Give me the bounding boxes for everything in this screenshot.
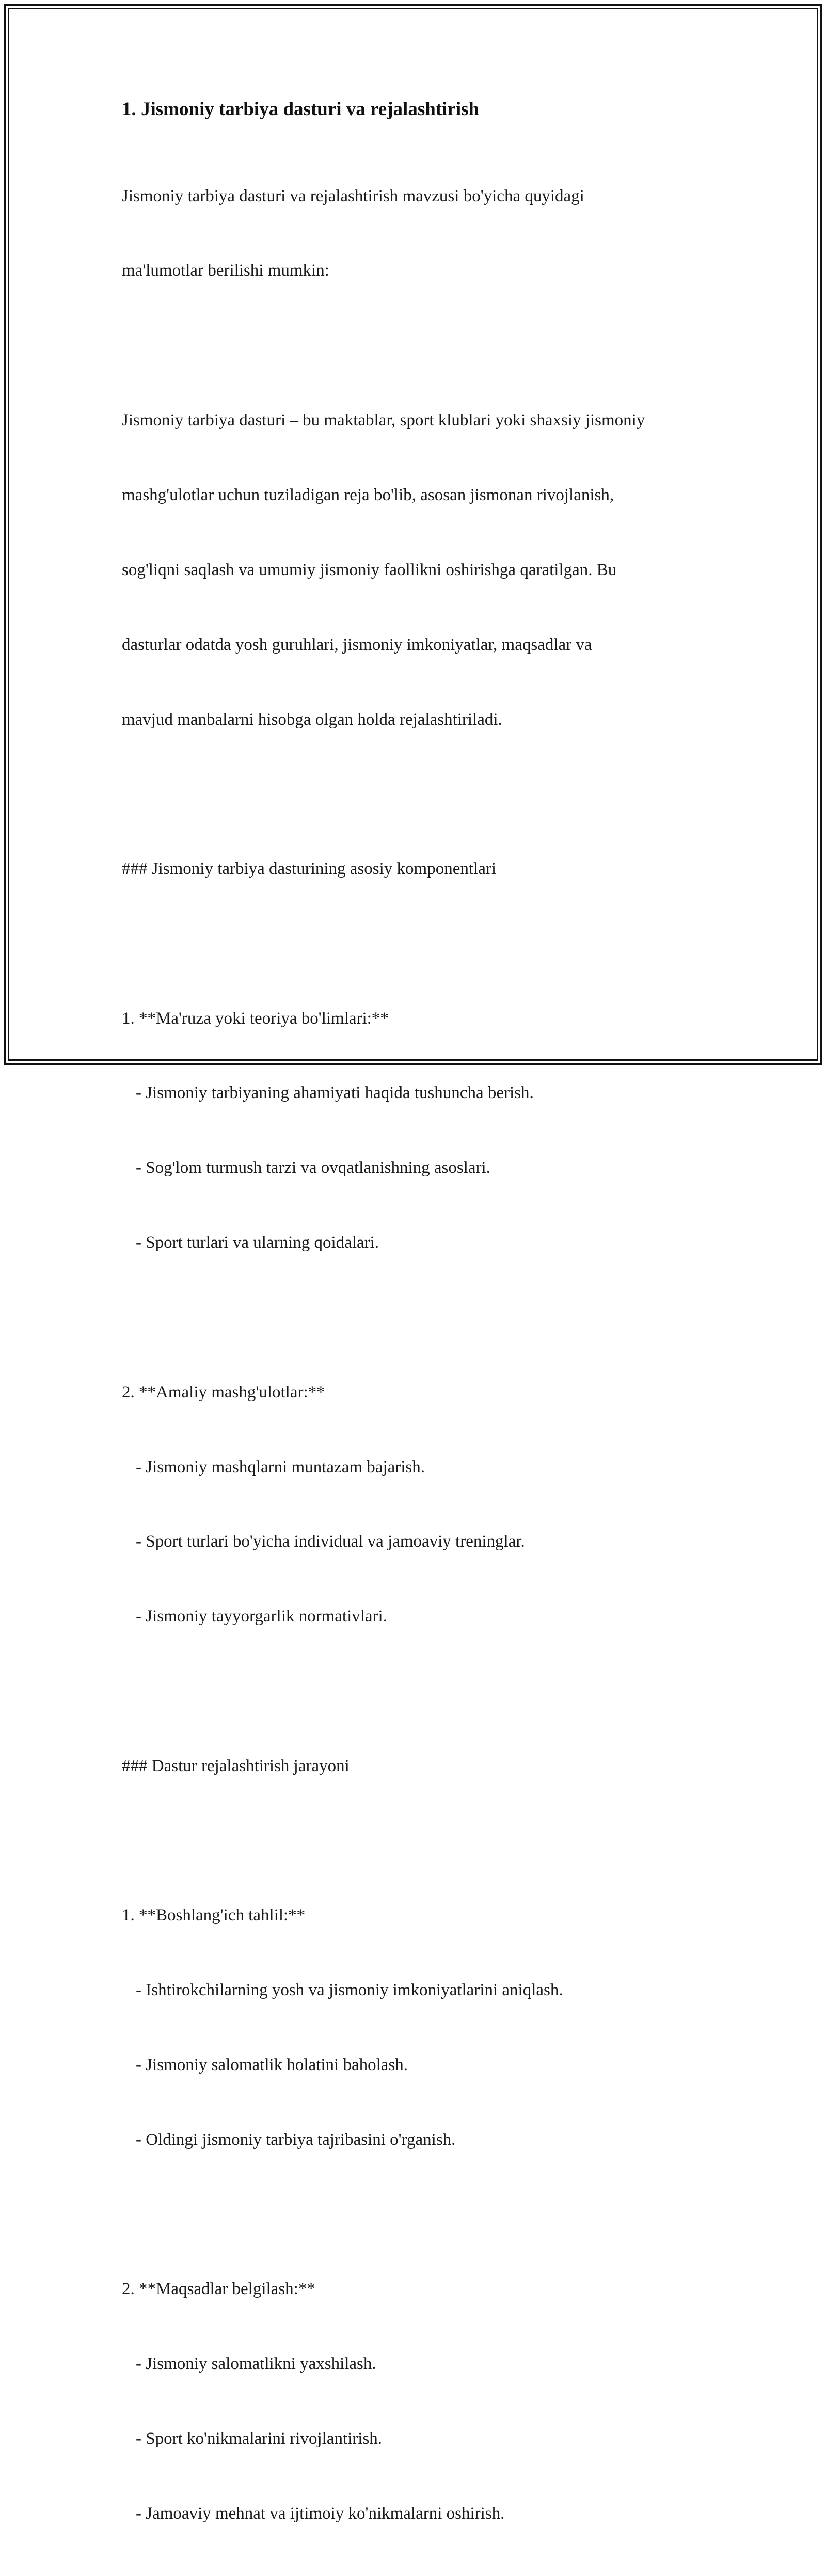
bullet-item: - Jismoniy tarbiyaning ahamiyati haqida tushuncha berish. [136, 1084, 534, 1103]
bullet-item: - Jismoniy salomatlik holatini baholash. [136, 2056, 408, 2075]
list-item [122, 1330, 716, 1679]
intro-line: Jismoniy tarbiya dasturi va rejalashtirish mavzusi bo'yicha quyidagi [122, 186, 584, 205]
spacer [122, 1828, 716, 1853]
definition-line: mashg'ulotlar uchun tuziladigan reja bo'lib, asosan jismonan rivojlanish, [122, 485, 614, 504]
definition-line: dasturlar odatda yosh guruhlari, jismoniy imkoniyatlar, maqsadlar va [122, 635, 592, 654]
section-components [122, 806, 716, 931]
list-item-title: 2. **Maqsadlar belgilash:** [122, 2280, 315, 2299]
bullet-item: - Oldingi jismoniy tarbiya tajribasini o'rganish. [136, 2130, 456, 2149]
list-item-title: 2. **Amaliy mashg'ulotlar:** [122, 1382, 325, 1402]
bullet-item: - Jismoniy mashqlarni muntazam bajarish. [136, 1457, 425, 1476]
document-body [122, 97, 716, 2576]
bullet-item: - Sog'lom turmush tarzi va ovqatlanishning asoslari. [136, 1158, 490, 1178]
definition-line: mavjud manbalarni hisobga olgan holda rejalashtiriladi. [122, 710, 502, 729]
bullet-item: - Sport turlari bo'yicha individual va jamoaviy treninglar. [136, 1532, 525, 1551]
spacer [122, 333, 716, 358]
list-item [122, 956, 716, 1305]
definition-line: Jismoniy tarbiya dasturi – bu maktablar, sport klublari yoki shaxsiy jismoniy [122, 410, 645, 430]
list-item-title: 1. **Boshlang'ich tahlil:** [122, 1906, 306, 1925]
list-item-title: 1. **Ma'ruza yoki teoriya bo'limlari:** [122, 1009, 389, 1028]
bullet-item: - Jamoaviy mehnat va ijtimoiy ko'nikmalarni oshirish. [136, 2504, 505, 2523]
spacer [122, 1679, 716, 1704]
intro-paragraph [122, 134, 716, 333]
spacer [122, 931, 716, 956]
spacer [122, 1305, 716, 1330]
definition-line: sog'liqni saqlash va umumiy jismoniy faollikni oshirishga qaratilgan. Bu [122, 560, 617, 579]
bullet-item: - Sport turlari va ularning qoidalari. [136, 1233, 379, 1252]
intro-line: ma'lumotlar berilishi mumkin: [122, 261, 329, 280]
section-planning [122, 1704, 716, 1828]
spacer [122, 2202, 716, 2227]
section-heading: ### Jismoniy tarbiya dasturining asosiy komponentlari [122, 860, 497, 879]
spacer [122, 782, 716, 806]
section-heading: ### Dastur rejalashtirish jarayoni [122, 1756, 350, 1775]
list-item [122, 1853, 716, 2202]
page-title: 1. Jismoniy tarbiya dasturi va rejalashtirish [122, 99, 480, 120]
bullet-item: - Jismoniy tayyorgarlik normativlari. [136, 1607, 387, 1626]
bullet-item: - Jismoniy salomatlikni yaxshilash. [136, 2355, 376, 2374]
bullet-item: - Ishtirokchilarning yosh va jismoniy imkoniyatlarini aniqlash. [136, 1981, 563, 2000]
bullet-item: - Sport ko'nikmalarini rivojlantirish. [136, 2429, 383, 2448]
list-item [122, 2227, 716, 2576]
definition-paragraph [122, 358, 716, 782]
